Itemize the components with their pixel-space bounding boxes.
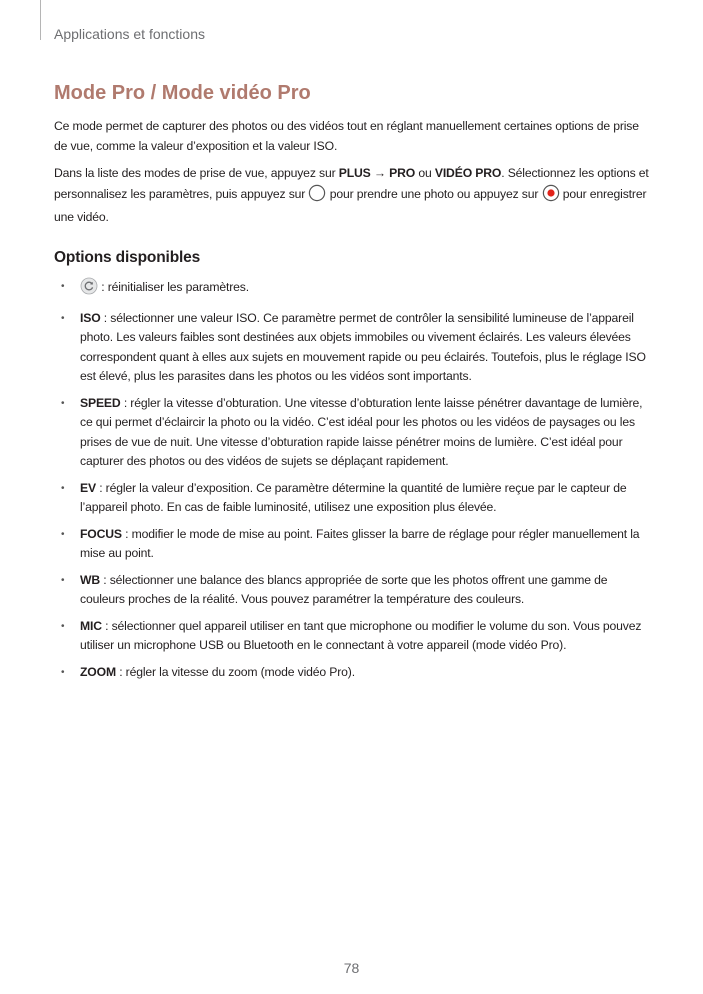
list-item-mic <box>54 617 654 656</box>
bullet: • <box>61 312 65 324</box>
video-pro-mode-term: VIDÉO PRO <box>434 166 502 180</box>
pro-mode-term: PRO <box>389 166 416 180</box>
text-run: ou <box>415 166 435 180</box>
option-term: WB <box>80 572 101 587</box>
bullet: • <box>61 528 65 540</box>
page-title: Mode Pro / Mode vidéo Pro <box>54 82 311 104</box>
section-header: Applications et fonctions <box>54 26 205 42</box>
text-run: Dans la liste des modes de prise de vue, appuyez sur <box>54 166 339 180</box>
option-description: : sélectionner une balance des blancs appropriée de sorte que les photos offrent une gamme de couleurs proches de la réalité. Vous pouvez paramétrer la température des couleurs. <box>80 572 608 606</box>
option-description: : régler la vitesse du zoom (mode vidéo Pro). <box>115 664 355 679</box>
text-run: pour prendre une photo ou appuyez sur <box>326 186 542 201</box>
list-item-ev <box>54 479 654 518</box>
bullet: • <box>61 666 65 678</box>
list-item-zoom <box>54 663 654 683</box>
intro-paragraph-1: Ce mode permet de capturer des photos ou des vidéos tout en réglant manuellement certaines options de prise de vue, comme la valeur d’exposition et la valeur ISO. <box>54 119 639 153</box>
list-item-focus <box>54 525 654 564</box>
list-item-wb <box>54 571 654 610</box>
intro-paragraph-2 <box>54 164 654 228</box>
option-term: SPEED <box>80 395 121 410</box>
option-term: ISO <box>80 310 101 325</box>
option-term: EV <box>80 480 96 495</box>
bullet: • <box>61 574 65 586</box>
option-description: : modifier le mode de mise au point. Faites glisser la barre de réglage pour régler manuellement la mise au point. <box>80 526 640 560</box>
arrow-text: → <box>370 166 390 180</box>
reset-icon <box>80 277 98 302</box>
option-description: : régler la valeur d’exposition. Ce paramètre détermine la quantité de lumière reçue par le capteur de l’appareil photo. En cas de faible luminosité, utilisez une exposition plus élevée. <box>80 480 627 514</box>
text-run: pour enregistrer une vidéo. <box>54 186 647 224</box>
shutter-button-icon <box>308 184 326 209</box>
header-divider <box>40 0 41 40</box>
option-term: MIC <box>80 618 102 633</box>
option-description: : régler la vitesse d’obturation. Une vitesse d’obturation lente laisse pénétrer davantage de lumière, ce qui permet d’éclaircir la photo ou la vidéo. C’est idéal pour les photos ou les vidéos de paysages ou les prises de vue de nuit. Une vitesse d’obturation rapide laisse pénétrer moins de lumière. C’est idéal pour capturer des photos ou des vidéos de sujets se déplaçant rapidement. <box>80 395 643 468</box>
bullet: • <box>61 397 65 409</box>
main-content <box>54 117 654 689</box>
option-term: ZOOM <box>80 664 116 679</box>
record-button-icon <box>542 184 560 209</box>
bullet: • <box>61 482 65 494</box>
options-heading: Options disponibles <box>54 248 201 266</box>
list-item-speed <box>54 394 654 472</box>
reset-description: : réinitialiser les paramètres. <box>98 280 249 294</box>
option-description: : sélectionner une valeur ISO. Ce paramètre permet de contrôler la sensibilité lumineuse de l’appareil photo. Les valeurs faibles sont destinées aux objets immobiles ou vivement éclairés. Les valeurs élevées correspondent quant à elles aux sujets en mouvement rapide ou peu éclairés. Toutefois, plus le réglage ISO est élevé, plus les parasites dans les photos ou les vidéos sont importants. <box>80 310 646 383</box>
bullet: • <box>61 281 65 292</box>
options-list <box>54 277 654 682</box>
list-item-iso <box>54 309 654 387</box>
bullet: • <box>61 620 65 632</box>
page-number: 78 <box>343 960 360 976</box>
option-term: FOCUS <box>80 526 122 541</box>
text-run: . Sélectionnez les options et personnalisez les paramètres, puis appuyez sur <box>54 166 649 201</box>
option-description: : sélectionner quel appareil utiliser en tant que microphone ou modifier le volume du son. Vous pouvez utiliser un microphone USB ou Bluetooth en le connectant à votre appareil (mode vidéo Pro). <box>80 618 642 652</box>
plus-menu-term: PLUS <box>338 166 371 180</box>
list-item-reset <box>54 277 654 302</box>
